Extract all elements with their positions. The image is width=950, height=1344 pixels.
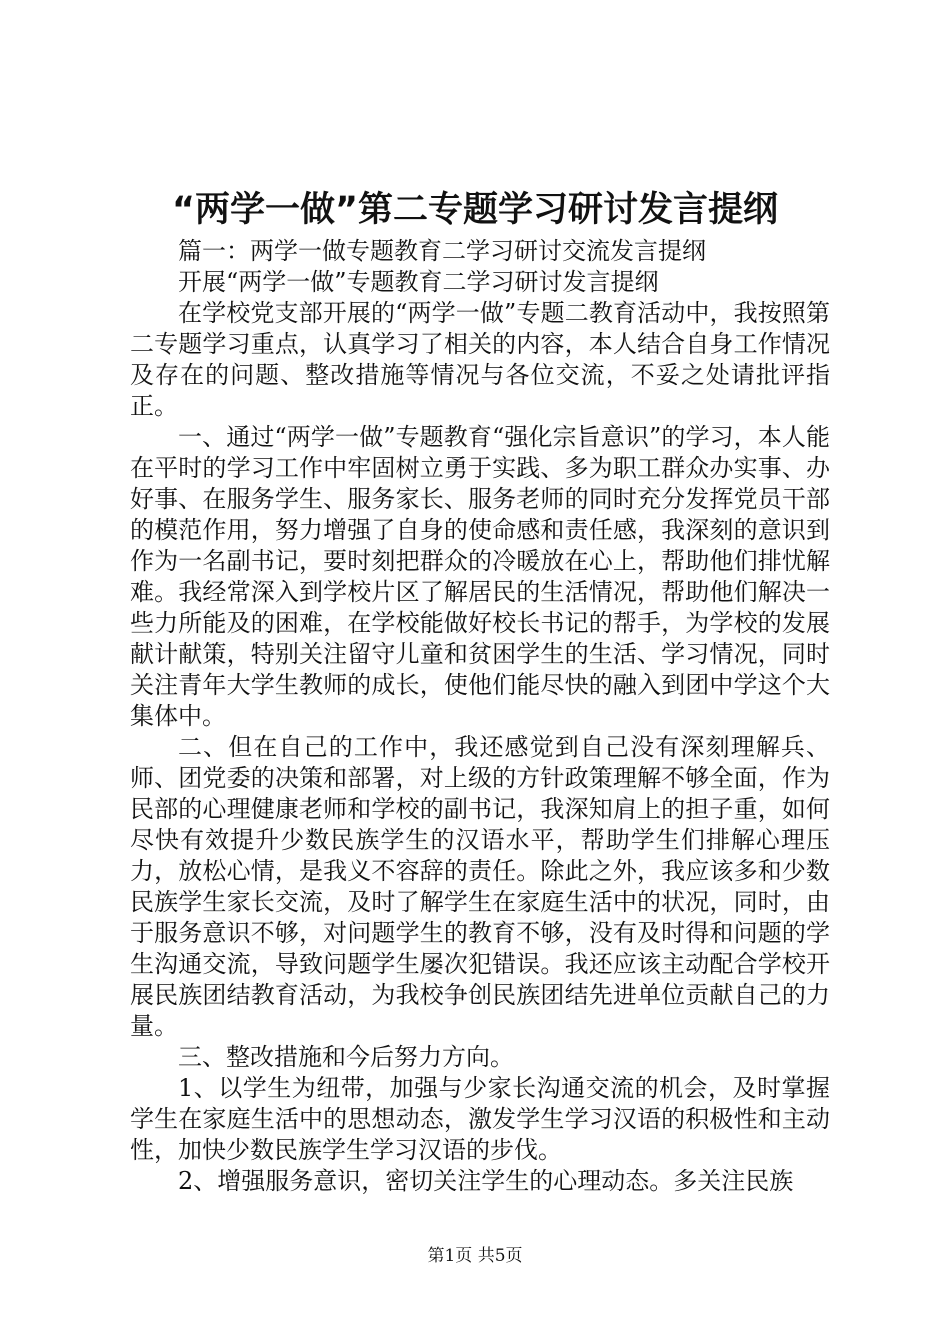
paragraph-section-one: 一、通过“两学一做”专题教育“强化宗旨意识”的学习，本人能在平时的学习工作中牢固树立勇于实践、多为职工群众办实事、办好事、在服务学生、服务家长、服务老师的同时充分发挥党员干部的模范作用，努力增强了自身的使命感和责任感，我深刻的意识到作为一名副书记，要时刻把群众的冷暖放在心上，帮助他们排忧解难。我经常深入到学校片区了解居民的生活情况，帮助他们解决一些力所能及的困难，在学校能做好校长书记的帮手，为学校的发展献计献策，特别关注留守儿童和贫困学生的生活、学习情况，同时关注青年大学生教师的成长，使他们能尽快的融入到团中学这个大集体中。 <box>130 423 830 730</box>
paragraph-section-three-heading: 三、整改措施和今后努力方向。 <box>178 1043 514 1071</box>
subtitle-chapter-one: 篇一：两学一做专题教育二学习研讨交流发言提纲 <box>178 237 706 265</box>
paragraph-section-two: 二、但在自己的工作中，我还感觉到自己没有深刻理解兵、师、团党委的决策和部署，对上级的方针政策理解不够全面，作为民部的心理健康老师和学校的副书记，我深知肩上的担子重，如何尽快有效提升少数民族学生的汉语水平，帮助学生们排解心理压力，放松心情，是我义不容辞的责任。除此之外，我应该多和少数民族学生家长交流，及时了解学生在家庭生活中的状况，同时，由于服务意识不够，对问题学生的教育不够，没有及时得和问题的学生沟通交流，导致问题学生屡次犯错误。我还应该主动配合学校开展民族团结教育活动，为我校争创民族团结先进单位贡献自己的力量。 <box>130 733 830 1040</box>
document-title: “两学一做”第二专题学习研讨发言提纲 <box>171 190 778 230</box>
document-body <box>130 236 830 1197</box>
paragraph-intro: 在学校党支部开展的“两学一做”专题二教育活动中，我按照第二专题学习重点，认真学习了相关的内容，本人结合自身工作情况及存在的问题、整改措施等情况与各位交流，不妥之处请批评指正。 <box>130 299 830 420</box>
page-number-footer: 第1页 共5页 <box>427 1246 523 1266</box>
subtitle-outline: 开展“两学一做”专题教育二学习研讨发言提纲 <box>178 268 659 296</box>
paragraph-measure-one: 1、以学生为纽带，加强与少家长沟通交流的机会，及时掌握学生在家庭生活中的思想动态，激发学生学习汉语的积极性和主动性，加快少数民族学生学习汉语的步伐。 <box>130 1074 830 1164</box>
paragraph-measure-two: 2、增强服务意识，密切关注学生的心理动态。多关注民族 <box>178 1167 794 1195</box>
